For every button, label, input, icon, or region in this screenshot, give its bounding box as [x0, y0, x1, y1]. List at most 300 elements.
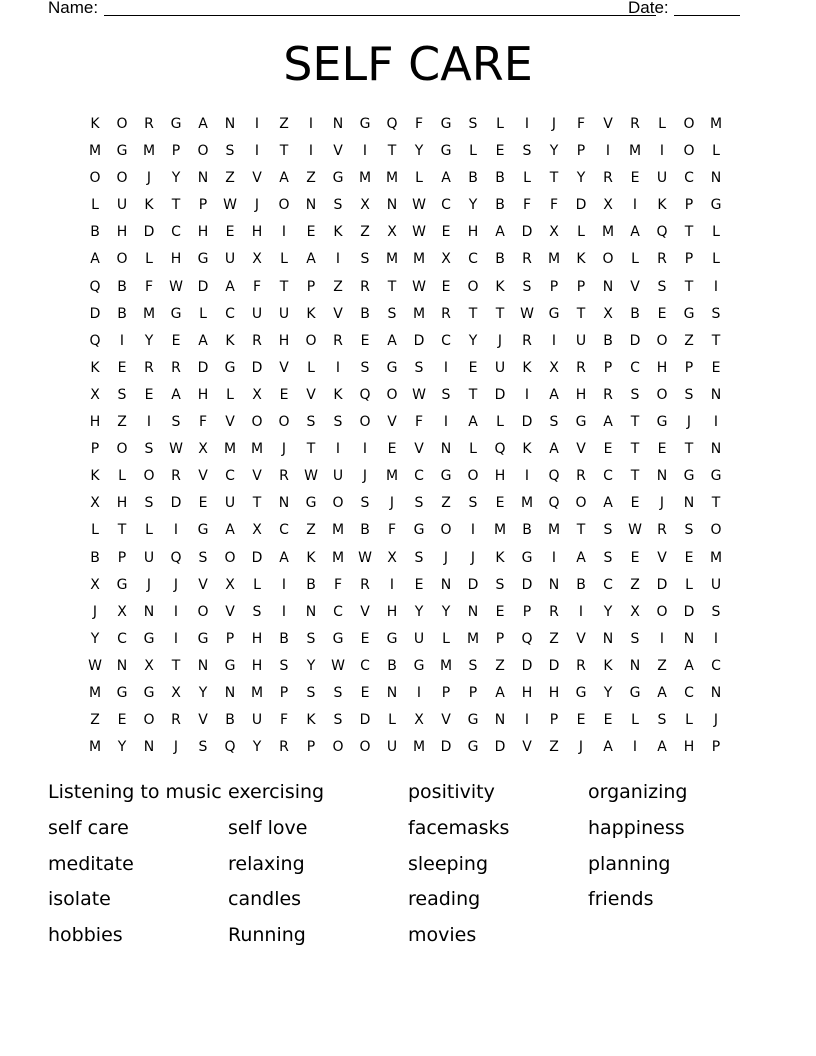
- grid-letter[interactable]: S: [171, 414, 182, 431]
- grid-letter[interactable]: I: [362, 441, 369, 458]
- grid-letter[interactable]: S: [306, 414, 317, 431]
- grid-letter[interactable]: H: [116, 495, 129, 512]
- grid-letter[interactable]: A: [576, 549, 587, 566]
- grid-letter[interactable]: L: [388, 712, 397, 729]
- grid-letter[interactable]: D: [521, 657, 534, 674]
- grid-letter[interactable]: G: [197, 251, 210, 268]
- grid-letter[interactable]: H: [197, 224, 210, 241]
- grid-letter[interactable]: I: [632, 739, 639, 756]
- grid-letter[interactable]: I: [335, 441, 342, 458]
- grid-letter[interactable]: N: [602, 630, 615, 647]
- grid-letter[interactable]: S: [657, 278, 668, 295]
- grid-letter[interactable]: E: [630, 495, 641, 512]
- grid-letter[interactable]: S: [360, 495, 371, 512]
- grid-letter[interactable]: O: [656, 332, 669, 349]
- grid-letter[interactable]: B: [468, 170, 479, 187]
- grid-letter[interactable]: T: [711, 332, 722, 349]
- grid-letter[interactable]: S: [468, 116, 479, 132]
- grid-letter[interactable]: P: [306, 739, 317, 756]
- grid-letter[interactable]: I: [632, 197, 639, 214]
- grid-letter[interactable]: F: [279, 712, 290, 729]
- grid-letter[interactable]: X: [144, 657, 155, 674]
- grid-letter[interactable]: E: [144, 386, 155, 403]
- grid-letter[interactable]: G: [386, 630, 399, 647]
- grid-letter[interactable]: G: [386, 359, 399, 376]
- grid-letter[interactable]: G: [413, 657, 426, 674]
- grid-letter[interactable]: N: [386, 197, 399, 214]
- grid-letter[interactable]: N: [710, 170, 723, 187]
- grid-letter[interactable]: J: [578, 739, 585, 756]
- grid-letter[interactable]: Y: [144, 332, 155, 349]
- grid-letter[interactable]: K: [144, 197, 155, 214]
- grid-letter[interactable]: Z: [549, 739, 560, 756]
- grid-letter[interactable]: N: [548, 576, 561, 593]
- grid-letter[interactable]: M: [88, 143, 103, 160]
- grid-letter[interactable]: G: [548, 305, 561, 322]
- grid-letter[interactable]: S: [414, 495, 425, 512]
- grid-letter[interactable]: G: [332, 170, 345, 187]
- grid-letter[interactable]: T: [630, 441, 641, 458]
- grid-letter[interactable]: S: [279, 657, 290, 674]
- grid-letter[interactable]: P: [171, 143, 182, 160]
- grid-letter[interactable]: S: [495, 576, 506, 593]
- grid-letter[interactable]: E: [711, 359, 722, 376]
- grid-letter[interactable]: G: [413, 522, 426, 539]
- grid-letter[interactable]: Y: [306, 657, 317, 674]
- grid-letter[interactable]: D: [251, 549, 264, 566]
- grid-letter[interactable]: D: [548, 657, 561, 674]
- grid-letter[interactable]: H: [278, 332, 291, 349]
- grid-letter[interactable]: Q: [386, 116, 399, 132]
- grid-letter[interactable]: S: [306, 630, 317, 647]
- grid-letter[interactable]: Q: [494, 441, 507, 458]
- grid-letter[interactable]: M: [493, 522, 508, 539]
- grid-letter[interactable]: M: [412, 305, 427, 322]
- grid-letter[interactable]: S: [198, 549, 209, 566]
- grid-letter[interactable]: E: [684, 549, 695, 566]
- grid-letter[interactable]: L: [712, 224, 721, 241]
- grid-letter[interactable]: G: [575, 414, 588, 431]
- grid-letter[interactable]: G: [332, 630, 345, 647]
- grid-letter[interactable]: G: [359, 116, 372, 132]
- grid-letter[interactable]: C: [225, 305, 236, 322]
- grid-letter[interactable]: M: [466, 630, 481, 647]
- grid-letter[interactable]: Z: [90, 712, 101, 729]
- grid-letter[interactable]: W: [412, 278, 427, 295]
- grid-letter[interactable]: J: [389, 495, 396, 512]
- grid-letter[interactable]: E: [603, 441, 614, 458]
- grid-letter[interactable]: U: [224, 495, 237, 512]
- grid-letter[interactable]: J: [146, 170, 153, 187]
- grid-letter[interactable]: W: [412, 197, 427, 214]
- grid-letter[interactable]: A: [441, 170, 452, 187]
- grid-letter[interactable]: O: [116, 441, 129, 458]
- grid-letter[interactable]: R: [630, 116, 641, 132]
- grid-letter[interactable]: M: [439, 657, 454, 674]
- grid-letter[interactable]: C: [603, 576, 614, 593]
- grid-letter[interactable]: C: [441, 197, 452, 214]
- grid-letter[interactable]: X: [198, 441, 209, 458]
- grid-letter[interactable]: A: [90, 251, 101, 268]
- grid-letter[interactable]: X: [360, 197, 371, 214]
- grid-letter[interactable]: C: [684, 170, 695, 187]
- grid-letter[interactable]: R: [549, 603, 560, 620]
- grid-letter[interactable]: V: [198, 576, 209, 593]
- grid-letter[interactable]: I: [173, 630, 180, 647]
- grid-letter[interactable]: T: [117, 522, 128, 539]
- grid-letter[interactable]: T: [684, 278, 695, 295]
- grid-letter[interactable]: G: [575, 684, 588, 701]
- grid-letter[interactable]: R: [576, 359, 587, 376]
- grid-letter[interactable]: P: [684, 251, 695, 268]
- grid-letter[interactable]: E: [495, 603, 506, 620]
- grid-letter[interactable]: S: [711, 603, 722, 620]
- grid-letter[interactable]: D: [143, 224, 156, 241]
- grid-letter[interactable]: X: [603, 305, 614, 322]
- grid-letter[interactable]: R: [441, 305, 452, 322]
- grid-letter[interactable]: S: [198, 739, 209, 756]
- grid-letter[interactable]: V: [441, 712, 452, 729]
- grid-letter[interactable]: V: [360, 603, 371, 620]
- grid-letter[interactable]: Y: [441, 603, 452, 620]
- grid-letter[interactable]: M: [601, 224, 616, 241]
- grid-letter[interactable]: M: [385, 251, 400, 268]
- grid-letter[interactable]: Y: [468, 332, 479, 349]
- grid-letter[interactable]: E: [414, 576, 425, 593]
- grid-letter[interactable]: A: [657, 739, 668, 756]
- grid-letter[interactable]: M: [520, 495, 535, 512]
- grid-letter[interactable]: D: [656, 576, 669, 593]
- grid-letter[interactable]: X: [117, 603, 128, 620]
- grid-letter[interactable]: S: [144, 495, 155, 512]
- grid-letter[interactable]: O: [116, 170, 129, 187]
- grid-letter[interactable]: E: [198, 495, 209, 512]
- grid-letter[interactable]: D: [494, 386, 507, 403]
- grid-letter[interactable]: G: [143, 684, 156, 701]
- grid-letter[interactable]: R: [171, 468, 182, 485]
- grid-letter[interactable]: B: [603, 332, 614, 349]
- grid-letter[interactable]: O: [467, 278, 480, 295]
- grid-letter[interactable]: I: [335, 359, 342, 376]
- grid-letter[interactable]: A: [603, 495, 614, 512]
- grid-letter[interactable]: P: [603, 359, 614, 376]
- grid-letter[interactable]: V: [198, 712, 209, 729]
- grid-letter[interactable]: A: [225, 522, 236, 539]
- grid-letter[interactable]: E: [117, 712, 128, 729]
- grid-letter[interactable]: P: [549, 278, 560, 295]
- grid-letter[interactable]: F: [549, 197, 560, 214]
- grid-letter[interactable]: A: [684, 657, 695, 674]
- grid-letter[interactable]: L: [469, 143, 478, 160]
- grid-letter[interactable]: S: [360, 251, 371, 268]
- grid-letter[interactable]: D: [521, 224, 534, 241]
- grid-letter[interactable]: Z: [441, 495, 452, 512]
- grid-letter[interactable]: N: [197, 657, 210, 674]
- grid-letter[interactable]: S: [414, 359, 425, 376]
- grid-letter[interactable]: U: [143, 549, 156, 566]
- grid-letter[interactable]: K: [306, 549, 317, 566]
- grid-letter[interactable]: J: [92, 603, 99, 620]
- grid-letter[interactable]: O: [278, 414, 291, 431]
- grid-letter[interactable]: K: [90, 468, 101, 485]
- grid-letter[interactable]: R: [657, 522, 668, 539]
- grid-letter[interactable]: M: [385, 468, 400, 485]
- grid-letter[interactable]: S: [441, 386, 452, 403]
- grid-letter[interactable]: X: [441, 251, 452, 268]
- grid-letter[interactable]: M: [331, 522, 346, 539]
- grid-letter[interactable]: Q: [548, 495, 561, 512]
- grid-letter[interactable]: T: [279, 278, 290, 295]
- grid-letter[interactable]: L: [469, 441, 478, 458]
- grid-letter[interactable]: H: [251, 224, 264, 241]
- grid-letter[interactable]: E: [360, 684, 371, 701]
- grid-letter[interactable]: T: [576, 522, 587, 539]
- grid-letter[interactable]: O: [197, 143, 210, 160]
- grid-letter[interactable]: P: [711, 739, 722, 756]
- grid-letter[interactable]: M: [547, 522, 562, 539]
- grid-letter[interactable]: Y: [117, 739, 128, 756]
- grid-letter[interactable]: H: [548, 684, 561, 701]
- grid-letter[interactable]: N: [224, 116, 237, 132]
- grid-letter[interactable]: A: [603, 414, 614, 431]
- grid-letter[interactable]: L: [307, 359, 316, 376]
- grid-letter[interactable]: X: [549, 359, 560, 376]
- grid-letter[interactable]: L: [91, 197, 100, 214]
- grid-letter[interactable]: F: [144, 278, 155, 295]
- grid-letter[interactable]: I: [551, 549, 558, 566]
- grid-letter[interactable]: V: [414, 441, 425, 458]
- grid-letter[interactable]: X: [387, 549, 398, 566]
- grid-letter[interactable]: Y: [603, 684, 614, 701]
- grid-letter[interactable]: F: [414, 414, 425, 431]
- grid-letter[interactable]: C: [225, 468, 236, 485]
- grid-letter[interactable]: E: [441, 224, 452, 241]
- grid-letter[interactable]: D: [413, 332, 426, 349]
- grid-letter[interactable]: Q: [656, 224, 669, 241]
- grid-letter[interactable]: U: [251, 305, 264, 322]
- grid-letter[interactable]: N: [494, 712, 507, 729]
- grid-letter[interactable]: R: [252, 332, 263, 349]
- grid-letter[interactable]: C: [279, 522, 290, 539]
- grid-letter[interactable]: A: [495, 224, 506, 241]
- grid-letter[interactable]: E: [360, 332, 371, 349]
- grid-letter[interactable]: T: [468, 386, 479, 403]
- grid-letter[interactable]: A: [603, 739, 614, 756]
- grid-letter[interactable]: C: [684, 684, 695, 701]
- grid-letter[interactable]: D: [170, 495, 183, 512]
- grid-letter[interactable]: P: [468, 684, 479, 701]
- grid-letter[interactable]: I: [470, 522, 477, 539]
- grid-letter[interactable]: R: [522, 332, 533, 349]
- grid-letter[interactable]: U: [494, 359, 507, 376]
- grid-letter[interactable]: Y: [549, 143, 560, 160]
- grid-letter[interactable]: X: [225, 576, 236, 593]
- grid-letter[interactable]: O: [224, 549, 237, 566]
- grid-letter[interactable]: V: [576, 441, 587, 458]
- grid-letter[interactable]: C: [711, 657, 722, 674]
- grid-letter[interactable]: M: [88, 684, 103, 701]
- grid-letter[interactable]: R: [603, 170, 614, 187]
- grid-letter[interactable]: J: [146, 576, 153, 593]
- grid-letter[interactable]: I: [281, 224, 288, 241]
- grid-letter[interactable]: I: [416, 684, 423, 701]
- grid-letter[interactable]: X: [252, 251, 263, 268]
- grid-letter[interactable]: G: [440, 468, 453, 485]
- grid-letter[interactable]: W: [169, 441, 184, 458]
- grid-letter[interactable]: N: [710, 386, 723, 403]
- grid-letter[interactable]: K: [576, 251, 587, 268]
- grid-letter[interactable]: I: [254, 116, 261, 132]
- grid-letter[interactable]: S: [414, 549, 425, 566]
- grid-letter[interactable]: I: [443, 359, 450, 376]
- grid-letter[interactable]: F: [387, 522, 398, 539]
- grid-letter[interactable]: Y: [171, 170, 182, 187]
- grid-letter[interactable]: R: [171, 359, 182, 376]
- grid-letter[interactable]: L: [145, 251, 154, 268]
- grid-letter[interactable]: B: [117, 278, 128, 295]
- grid-letter[interactable]: N: [278, 495, 291, 512]
- grid-letter[interactable]: C: [603, 468, 614, 485]
- grid-letter[interactable]: B: [225, 712, 236, 729]
- grid-letter[interactable]: V: [333, 143, 344, 160]
- grid-letter[interactable]: D: [89, 305, 102, 322]
- grid-letter[interactable]: N: [710, 684, 723, 701]
- grid-letter[interactable]: S: [657, 712, 668, 729]
- grid-letter[interactable]: K: [306, 305, 317, 322]
- grid-letter[interactable]: P: [441, 684, 452, 701]
- grid-letter[interactable]: T: [171, 197, 182, 214]
- grid-letter[interactable]: L: [415, 170, 424, 187]
- grid-letter[interactable]: P: [279, 684, 290, 701]
- grid-letter[interactable]: O: [251, 414, 264, 431]
- grid-letter[interactable]: L: [685, 576, 694, 593]
- grid-letter[interactable]: W: [358, 549, 373, 566]
- grid-letter[interactable]: X: [414, 712, 425, 729]
- grid-letter[interactable]: X: [630, 603, 641, 620]
- grid-letter[interactable]: E: [225, 224, 236, 241]
- grid-letter[interactable]: N: [197, 170, 210, 187]
- grid-letter[interactable]: I: [362, 143, 369, 160]
- grid-letter[interactable]: Y: [603, 603, 614, 620]
- grid-letter[interactable]: V: [225, 414, 236, 431]
- grid-letter[interactable]: A: [468, 414, 479, 431]
- grid-letter[interactable]: I: [659, 630, 666, 647]
- grid-letter[interactable]: I: [524, 468, 531, 485]
- grid-letter[interactable]: G: [467, 739, 480, 756]
- grid-letter[interactable]: G: [116, 576, 129, 593]
- grid-letter[interactable]: N: [332, 116, 345, 132]
- grid-letter[interactable]: T: [576, 305, 587, 322]
- grid-letter[interactable]: J: [173, 576, 180, 593]
- grid-letter[interactable]: Z: [333, 278, 344, 295]
- grid-letter[interactable]: M: [250, 684, 265, 701]
- grid-letter[interactable]: W: [169, 278, 184, 295]
- grid-letter[interactable]: L: [280, 251, 289, 268]
- grid-letter[interactable]: Y: [414, 603, 425, 620]
- grid-letter[interactable]: V: [387, 414, 398, 431]
- grid-letter[interactable]: H: [197, 386, 210, 403]
- grid-letter[interactable]: J: [254, 197, 261, 214]
- grid-letter[interactable]: S: [306, 684, 317, 701]
- grid-letter[interactable]: X: [549, 224, 560, 241]
- grid-letter[interactable]: B: [495, 251, 506, 268]
- grid-letter[interactable]: B: [630, 305, 641, 322]
- grid-letter[interactable]: A: [306, 251, 317, 268]
- grid-letter[interactable]: E: [576, 712, 587, 729]
- grid-letter[interactable]: R: [144, 359, 155, 376]
- grid-letter[interactable]: V: [576, 630, 587, 647]
- grid-letter[interactable]: S: [333, 414, 344, 431]
- grid-letter[interactable]: I: [308, 143, 315, 160]
- grid-letter[interactable]: E: [657, 305, 668, 322]
- grid-letter[interactable]: P: [225, 630, 236, 647]
- grid-letter[interactable]: T: [711, 495, 722, 512]
- grid-letter[interactable]: R: [360, 278, 371, 295]
- grid-letter[interactable]: X: [90, 576, 101, 593]
- grid-letter[interactable]: R: [279, 468, 290, 485]
- grid-letter[interactable]: C: [360, 657, 371, 674]
- grid-letter[interactable]: K: [333, 224, 344, 241]
- grid-letter[interactable]: M: [88, 739, 103, 756]
- grid-letter[interactable]: I: [173, 522, 180, 539]
- grid-letter[interactable]: O: [143, 468, 156, 485]
- grid-letter[interactable]: A: [387, 332, 398, 349]
- grid-letter[interactable]: K: [603, 657, 614, 674]
- grid-letter[interactable]: Q: [224, 739, 237, 756]
- grid-letter[interactable]: N: [305, 197, 318, 214]
- grid-letter[interactable]: O: [386, 386, 399, 403]
- grid-letter[interactable]: H: [683, 739, 696, 756]
- grid-letter[interactable]: M: [223, 441, 238, 458]
- grid-letter[interactable]: M: [709, 116, 724, 132]
- grid-letter[interactable]: W: [331, 657, 346, 674]
- grid-letter[interactable]: Q: [89, 332, 102, 349]
- grid-letter[interactable]: Q: [359, 386, 372, 403]
- grid-letter[interactable]: O: [656, 386, 669, 403]
- grid-letter[interactable]: Z: [657, 657, 668, 674]
- grid-letter[interactable]: C: [414, 468, 425, 485]
- grid-letter[interactable]: N: [440, 441, 453, 458]
- grid-letter[interactable]: T: [684, 224, 695, 241]
- grid-letter[interactable]: K: [306, 712, 317, 729]
- grid-letter[interactable]: F: [198, 414, 209, 431]
- grid-letter[interactable]: M: [412, 739, 427, 756]
- grid-letter[interactable]: J: [443, 549, 450, 566]
- grid-letter[interactable]: J: [713, 712, 720, 729]
- grid-letter[interactable]: X: [252, 522, 263, 539]
- grid-letter[interactable]: Z: [225, 170, 236, 187]
- grid-letter[interactable]: S: [684, 522, 695, 539]
- grid-letter[interactable]: T: [279, 143, 290, 160]
- grid-letter[interactable]: Y: [198, 684, 209, 701]
- grid-letter[interactable]: L: [577, 224, 586, 241]
- grid-letter[interactable]: Y: [90, 630, 101, 647]
- grid-letter[interactable]: N: [467, 603, 480, 620]
- grid-letter[interactable]: I: [524, 712, 531, 729]
- grid-letter[interactable]: C: [117, 630, 128, 647]
- grid-letter[interactable]: A: [198, 116, 209, 132]
- grid-letter[interactable]: I: [578, 603, 585, 620]
- grid-letter[interactable]: B: [387, 657, 398, 674]
- grid-letter[interactable]: Y: [576, 170, 587, 187]
- grid-letter[interactable]: F: [522, 197, 533, 214]
- grid-letter[interactable]: O: [656, 603, 669, 620]
- grid-letter[interactable]: G: [116, 143, 129, 160]
- grid-letter[interactable]: U: [278, 305, 291, 322]
- grid-letter[interactable]: N: [710, 441, 723, 458]
- grid-letter[interactable]: B: [522, 522, 533, 539]
- grid-letter[interactable]: E: [360, 630, 371, 647]
